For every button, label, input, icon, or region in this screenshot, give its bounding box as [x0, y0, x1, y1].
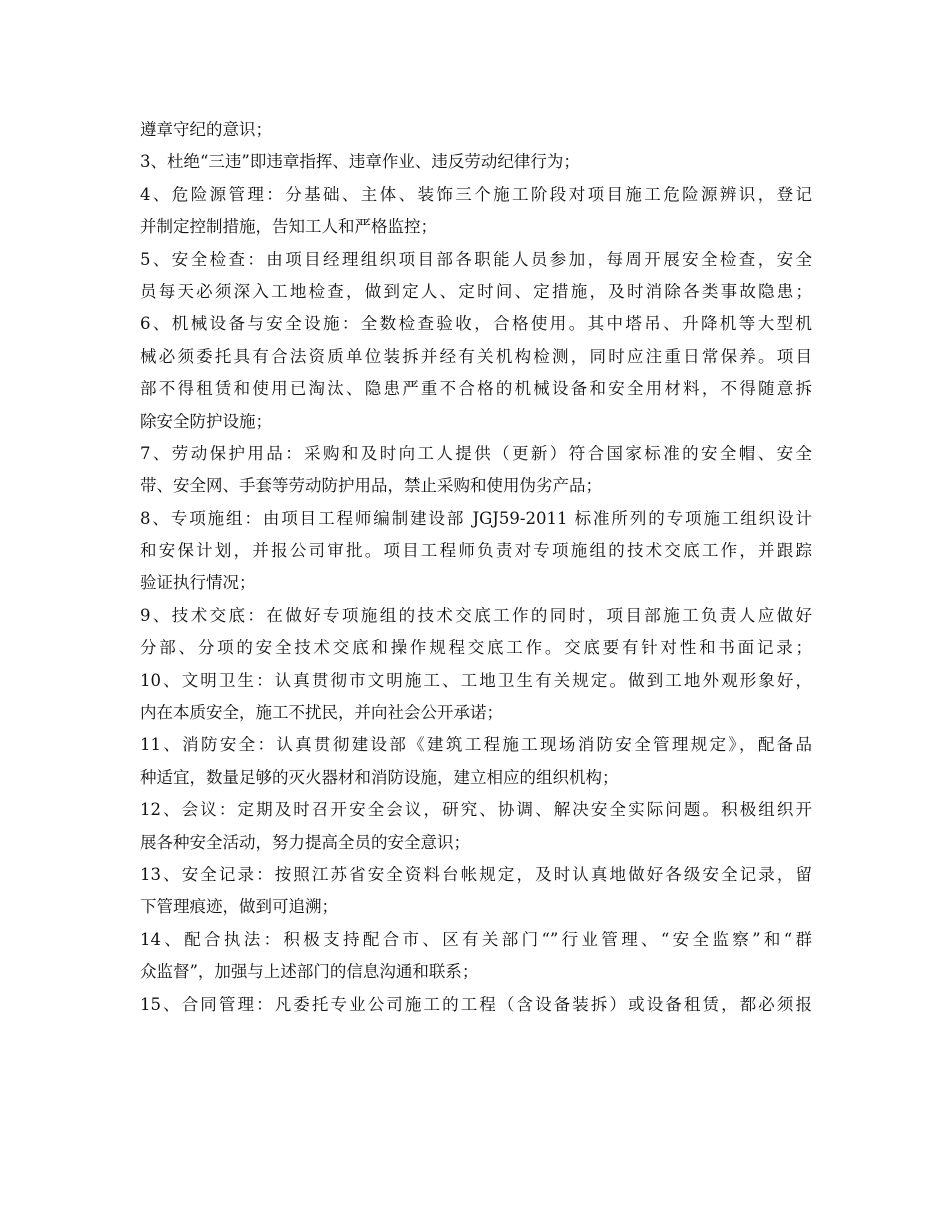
text-line: 展各种安全活动，努力提高全员的安全意识；: [140, 832, 470, 852]
text-line: 分部、分项的安全技术交底和操作规程交底工作。交底要有针对性和书面记录；: [140, 638, 812, 658]
text-line: 种适宜，数量足够的灭火器材和消防设施，建立相应的组织机构；: [140, 767, 619, 787]
text-line: 下管理痕迹，做到可追溯；: [140, 897, 338, 917]
text-line: 14、配合执法：积极支持配合市、区有关部门“”行业管理、“安全监察”和“群: [140, 929, 812, 949]
text-line: 11、消防安全：认真贯彻建设部《建筑工程施工现场消防安全管理规定》，配备品: [140, 735, 812, 755]
text-line: 4、危险源管理：分基础、主体、装饰三个施工阶段对项目施工危险源辨识，登记: [140, 184, 812, 204]
text-line: 员每天必须深入工地检查，做到定人、定时间、定措施，及时消除各类事故隐患；: [140, 281, 812, 301]
text-line: 带、安全网、手套等劳动防护用品，禁止采购和使用伪劣产品；: [140, 476, 602, 496]
text-line: 6、机械设备与安全设施：全数检查验收，合格使用。其中塔吊、升降机等大型机: [140, 314, 812, 334]
text-line: 部不得租赁和使用已淘汰、隐患严重不合格的机械设备和安全用材料，不得随意拆: [140, 379, 812, 399]
text-line: 遵章守纪的意识；: [140, 120, 272, 139]
text-line: 众监督”，加强与上述部门的信息沟通和联系；: [140, 962, 479, 982]
text-line: 验证执行情况；: [140, 573, 256, 593]
text-line: 3、杜绝“三违”即违章指挥、违章作业、违反劳动纪律行为；: [140, 152, 580, 172]
document-body: [140, 114, 812, 1021]
text-line: 15、合同管理：凡委托专业公司施工的工程（含设备装拆）或设备租赁，都必须报: [140, 994, 812, 1014]
text-line: 10、文明卫生：认真贯彻市文明施工、工地卫生有关规定。做到工地外观形象好，: [140, 670, 812, 690]
text-line: 除安全防护设施；: [140, 411, 272, 431]
text-line: 12、会议：定期及时召开安全会议，研究、协调、解决安全实际问题。积极组织开: [140, 800, 812, 820]
text-line: 7、劳动保护用品：采购和及时向工人提供（更新）符合国家标准的安全帽、安全: [140, 443, 812, 463]
text-line: 并制定控制措施，告知工人和严格监控；: [140, 217, 437, 237]
text-line: 和安保计划，并报公司审批。项目工程师负责对专项施组的技术交底工作，并跟踪: [140, 541, 812, 561]
text-line: 械必须委托具有合法资质单位装拆并经有关机构检测，同时应注重日常保养。项目: [140, 346, 812, 366]
text-line: 9、技术交底：在做好专项施组的技术交底工作的同时，项目部施工负责人应做好: [140, 605, 812, 625]
text-line: 5、安全检查：由项目经理组织项目部各职能人员参加，每周开展安全检查，安全: [140, 249, 812, 269]
text-line: 13、安全记录：按照江苏省安全资料台帐规定，及时认真地做好各级安全记录，留: [140, 864, 812, 884]
text-line: 8、专项施组：由项目工程师编制建设部 JGJ59-2011 标准所列的专项施工组织设计: [140, 508, 812, 528]
text-line: 内在本质安全，施工不扰民，并向社会公开承诺；: [140, 703, 503, 723]
